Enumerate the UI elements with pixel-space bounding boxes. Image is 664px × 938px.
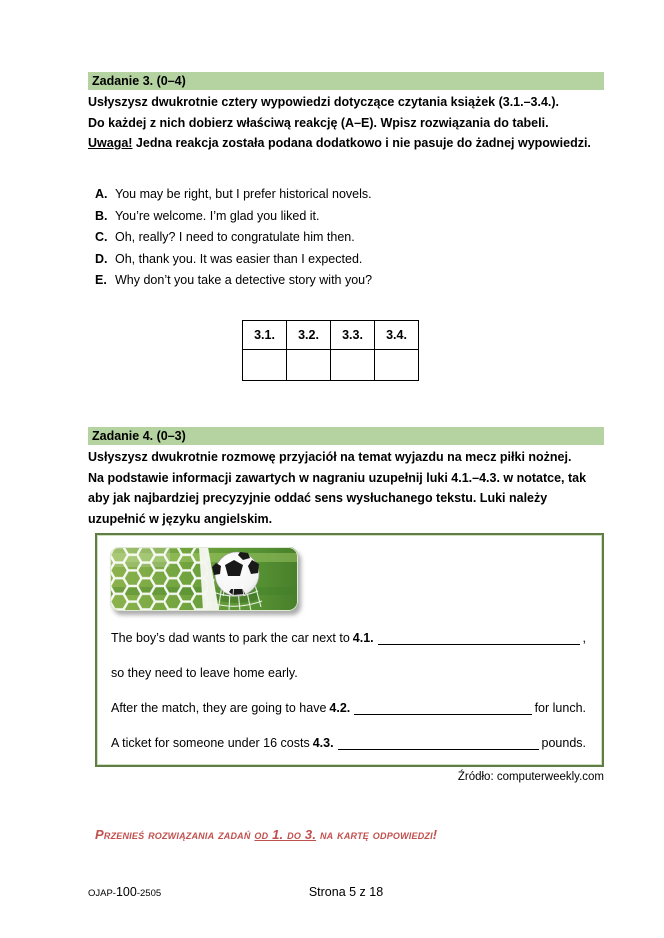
form-code-mid: 100: [115, 885, 137, 899]
answer-cell-3-3: [331, 350, 375, 381]
option-text: Oh, really? I need to congratulate him then.: [115, 230, 355, 244]
option-text: You may be right, but I prefer historical novels.: [115, 187, 372, 201]
option-letter: D.: [95, 251, 108, 266]
soccer-goal-image: [110, 547, 298, 611]
option-row-d: [95, 249, 575, 271]
header-cell-3-1: 3.1.: [243, 321, 287, 350]
note-line-1: [111, 631, 586, 647]
task4-intro-line-2: Na podstawie informacji zawartych w nagraniu uzupełnij luki 4.1.–4.3. w notatce, tak: [88, 470, 587, 485]
task4-title: Zadanie 4. (0–3): [92, 429, 186, 443]
uwaga-label: Uwaga!: [88, 136, 133, 150]
option-letter: C.: [95, 230, 108, 244]
form-code-suffix: -2505: [136, 888, 162, 899]
answer-blank-4-3: [338, 736, 539, 750]
option-text: Oh, thank you. It was easier than I expected.: [115, 251, 363, 266]
header-cell-3-3: 3.3.: [331, 321, 375, 350]
task3-intro-line-2: Do każdej z nich dobierz właściwą reakcję (A–E). Wpisz rozwiązania do tabeli.: [88, 115, 549, 130]
option-letter: B.: [95, 208, 108, 223]
uwaga-text: Jedna reakcja została podana dodatkowo i nie pasuje do żadnej wypowiedzi.: [132, 136, 591, 150]
gap-number-4-2: 4.2.: [329, 701, 351, 715]
note-3-text: After the match, they are going to have: [111, 701, 327, 715]
note-4-tail: pounds.: [541, 736, 586, 750]
gap-number-4-1: 4.1.: [352, 631, 374, 645]
task3-intro-line-1: Usłyszysz dwukrotnie cztery wypowiedzi dotyczące czytania książek (3.1.–3.4.).: [88, 95, 560, 109]
note-line-4: [111, 736, 586, 752]
option-letter: E.: [95, 273, 107, 287]
answer-cell-3-1: [243, 350, 287, 381]
form-code-prefix: OJAP-: [88, 888, 116, 899]
note-4-text: A ticket for someone under 16 costs: [111, 736, 310, 750]
note-2-text: so they need to leave home early.: [111, 666, 298, 680]
task4-intro-line-3: aby jak najbardziej precyzyjnie oddać sens wysłuchanego tekstu. Luki należy: [88, 491, 548, 505]
transfer-underlined: od 1. do 3.: [254, 827, 317, 842]
option-row-a: [95, 184, 575, 206]
header-cell-3-4: 3.4.: [375, 321, 419, 350]
answer-cell-3-2: [287, 350, 331, 381]
note-1-text: The boy’s dad wants to park the car next to: [111, 631, 350, 645]
answers-table-answer-row: [243, 350, 419, 381]
task4-header-bar: [88, 427, 604, 445]
answer-blank-4-2: [354, 701, 531, 715]
note-3-tail: for lunch.: [534, 701, 586, 715]
task4-intro-line-1: Usłyszysz dwukrotnie rozmowę przyjaciół na temat wyjazdu na mecz piłki nożnej.: [88, 450, 572, 464]
option-letter: A.: [95, 187, 108, 201]
option-row-c: [95, 227, 575, 249]
header-cell-3-2: 3.2.: [287, 321, 331, 350]
answers-table: [242, 320, 419, 381]
note-1-tail: ,: [582, 631, 586, 645]
option-text: Why don’t you take a detective story with you?: [115, 273, 373, 287]
transfer-instruction: [95, 827, 615, 842]
page-number: Strona 5 z 18: [308, 885, 384, 899]
task3-intro-line-3: [88, 133, 610, 154]
answer-options-list: [95, 184, 575, 292]
option-text: You’re welcome. I’m glad you liked it.: [115, 208, 320, 223]
option-row-b: [95, 206, 575, 228]
note-box: [95, 533, 604, 767]
transfer-part-2: na kartę odpowiedzi!: [316, 827, 438, 842]
option-row-e: [95, 270, 575, 292]
transfer-part-1: Przenieś rozwiązania zadań: [95, 827, 255, 842]
task3-header-bar: [88, 72, 604, 90]
task4-intro-line-4: uzupełnić w języku angielskim.: [88, 511, 273, 526]
task4-intro: [88, 447, 610, 529]
answer-blank-4-1: [378, 631, 580, 645]
gap-number-4-3: 4.3.: [312, 736, 334, 750]
answers-table-header-row: [243, 321, 419, 350]
answer-cell-3-4: [375, 350, 419, 381]
task3-intro: [88, 92, 610, 154]
note-line-2: [111, 666, 586, 680]
note-line-3: [111, 701, 586, 717]
source-credit: Źródło: computerweekly.com: [457, 771, 604, 783]
task3-title: Zadanie 3. (0–4): [92, 74, 186, 88]
